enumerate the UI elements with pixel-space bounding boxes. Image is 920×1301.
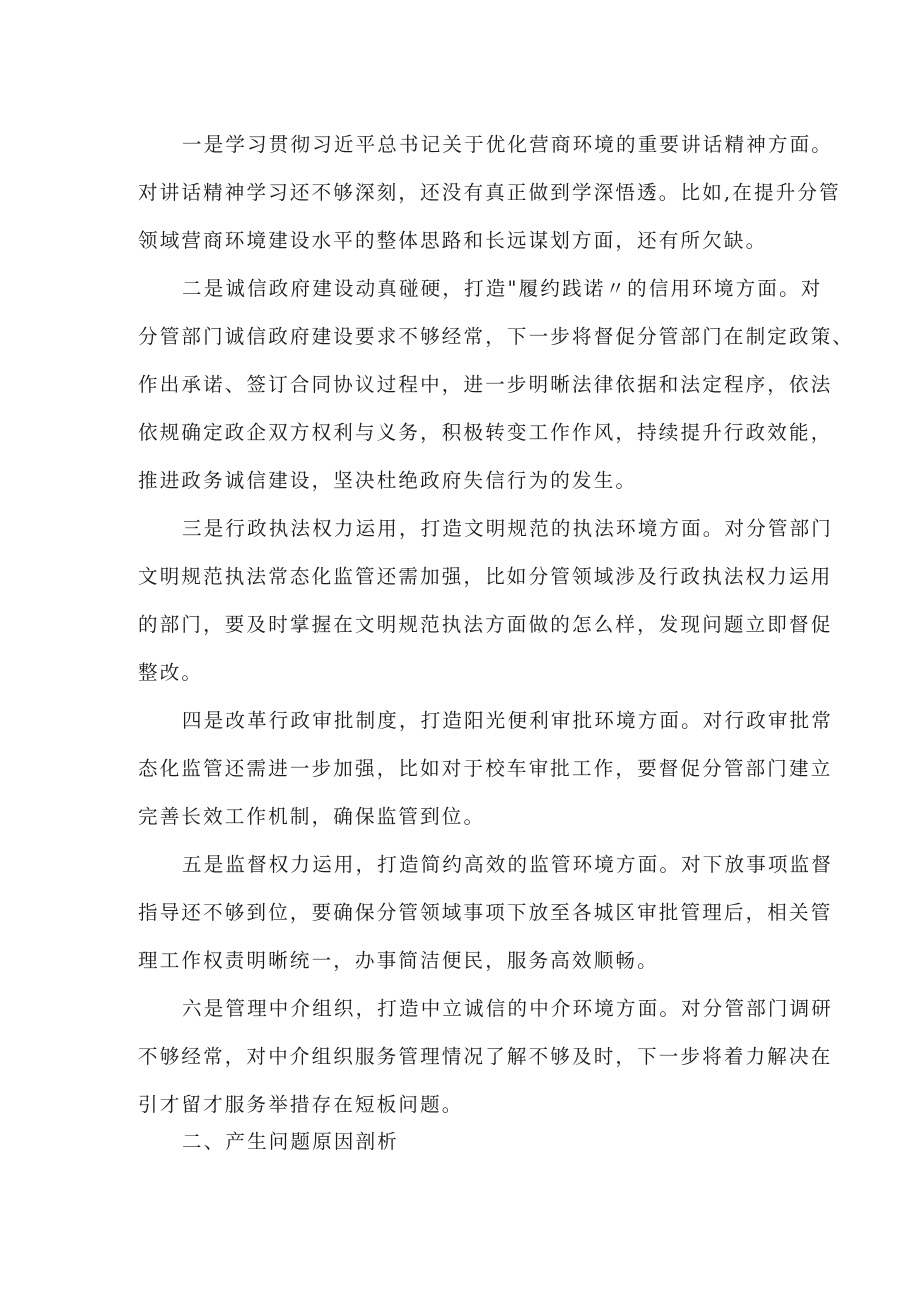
paragraph-4-line-3: 完善长效工作机制，确保监管到位。 xyxy=(138,805,486,828)
paragraph-2-line-3: 作出承诺、签订合同协议过程中，进一步明晰法律依据和法定程序，依法 xyxy=(138,373,833,396)
paragraph-3-line-4: 整改。 xyxy=(138,661,204,684)
section-heading: 二、产生问题原因剖析 xyxy=(182,1130,400,1153)
paragraph-1-line-1: 一是学习贯彻习近平总书记关于优化营商环境的重要讲话精神方面。 xyxy=(182,133,834,156)
paragraph-2-line-1: 二是诚信政府建设动真碰硬，打造"履约践诺〃的信用环境方面。对 xyxy=(182,277,823,300)
paragraph-1-line-2: 对讲话精神学习还不够深刻，还没有真正做到学深悟透。比如,在提升分管 xyxy=(138,181,841,204)
paragraph-6-line-2: 不够经常，对中介组织服务管理情况了解不够及时，下一步将着力解决在 xyxy=(138,1045,833,1068)
paragraph-3-line-3: 的部门，要及时掌握在文明规范执法方面做的怎么样，发现问题立即督促 xyxy=(138,613,833,636)
paragraph-5-line-1: 五是监督权力运用，打造简约高效的监管环境方面。对下放事项监督 xyxy=(182,853,834,876)
paragraph-6-line-3: 引才留才服务举措存在短板问题。 xyxy=(138,1093,464,1116)
paragraph-4-line-2: 态化监管还需进一步加强，比如对于校车审批工作，要督促分管部门建立 xyxy=(138,757,833,780)
paragraph-3-line-1: 三是行政执法权力运用，打造文明规范的执法环境方面。对分管部门 xyxy=(182,517,834,540)
paragraph-3-line-2: 文明规范执法常态化监管还需加强，比如分管领域涉及行政执法权力运用 xyxy=(138,565,833,588)
paragraph-2-line-2: 分管部门诚信政府建设要求不够经常，下一步将督促分管部门在制定政策、 xyxy=(138,325,855,348)
paragraph-1-line-3: 领域营商环境建设水平的整体思路和长远谋划方面，还有所欠缺。 xyxy=(138,229,768,252)
paragraph-2-line-4: 依规确定政企双方权利与义务，积极转变工作作风，持续提升行政效能， xyxy=(138,421,833,444)
paragraph-5-line-3: 理工作权责明晰统一，办事简洁便民，服务高效顺畅。 xyxy=(138,949,659,972)
paragraph-4-line-1: 四是改革行政审批制度，打造阳光便利审批环境方面。对行政审批常 xyxy=(182,709,834,732)
paragraph-5-line-2: 指导还不够到位，要确保分管领域事项下放至各城区审批管理后，相关管 xyxy=(138,901,833,924)
paragraph-2-line-5: 推进政务诚信建设，坚决杜绝政府失信行为的发生。 xyxy=(138,469,638,492)
paragraph-6-line-1: 六是管理中介组织，打造中立诚信的中介环境方面。对分管部门调研 xyxy=(182,997,834,1020)
